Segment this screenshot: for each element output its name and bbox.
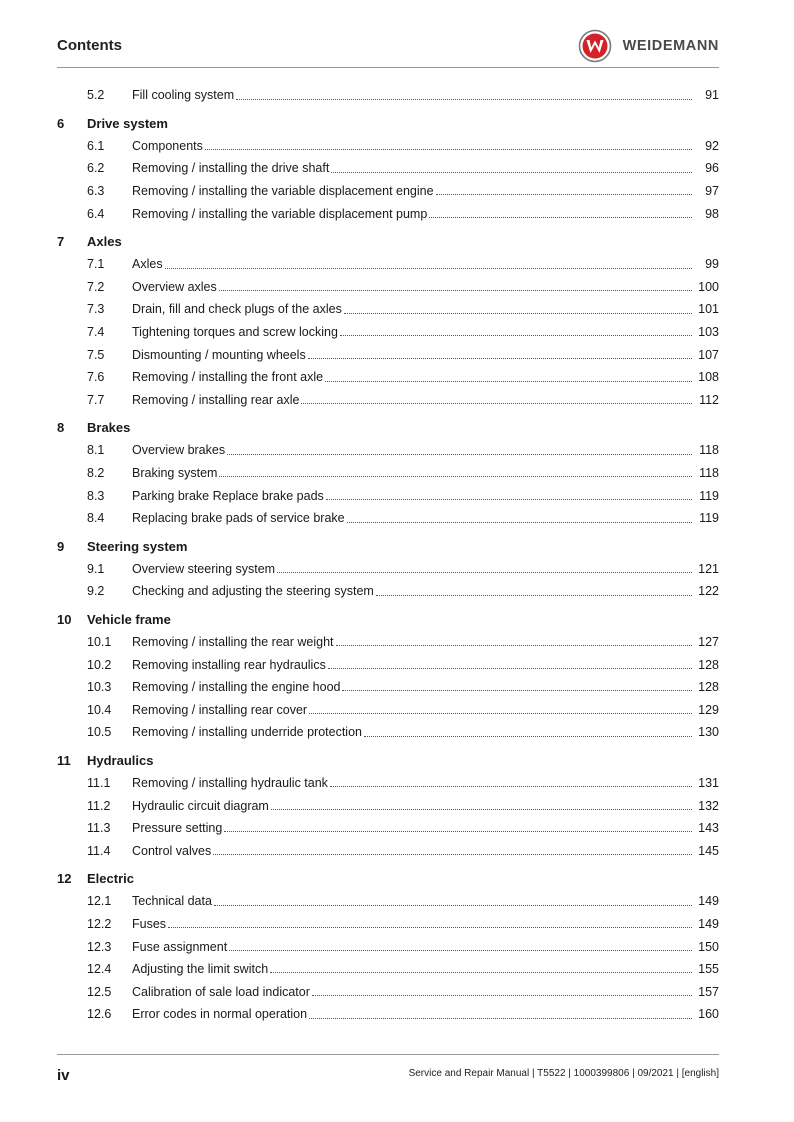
section-heading[interactable] [57, 230, 719, 253]
entry-number: 7.5 [87, 347, 105, 362]
entry-page-number: 103 [698, 325, 719, 340]
toc-entry[interactable] [57, 84, 719, 107]
entry-title: Removing installing rear hydraulics [132, 657, 326, 672]
dot-leader [213, 854, 692, 855]
entry-title: Calibration of sale load indicator [132, 984, 310, 999]
toc-section [57, 867, 719, 1026]
toc-entry[interactable] [57, 631, 719, 654]
entry-number: 6.1 [87, 138, 105, 153]
toc-entry[interactable] [57, 580, 719, 603]
entry-number: 11.4 [87, 843, 111, 858]
brand-logo [578, 30, 719, 62]
toc-entry[interactable] [57, 890, 719, 913]
dot-leader [312, 995, 692, 996]
dot-leader [271, 809, 692, 810]
entry-page-number: 119 [699, 511, 719, 526]
toc-entry[interactable] [57, 484, 719, 507]
toc-entry[interactable] [57, 507, 719, 530]
section-heading[interactable] [57, 416, 719, 439]
entry-title: Overview brakes [132, 443, 226, 458]
dot-leader [342, 690, 692, 691]
dot-leader [325, 381, 692, 382]
entry-page-number: 108 [698, 370, 719, 385]
toc-entry[interactable] [57, 653, 719, 676]
toc-entry[interactable] [57, 462, 719, 485]
section-number: 11 [57, 752, 71, 768]
entry-title: Removing / installing the rear weight [132, 634, 334, 649]
entry-page-number: 160 [698, 1007, 719, 1022]
entry-number: 7.6 [87, 370, 105, 385]
entry-title: Braking system [132, 466, 218, 481]
entry-number: 8.1 [87, 443, 105, 458]
section-title: Vehicle frame [87, 611, 171, 627]
toc-entry[interactable] [57, 180, 719, 203]
dot-leader [436, 194, 692, 195]
weidemann-w-logo-icon [578, 29, 612, 63]
toc-section [57, 608, 719, 744]
toc-section [57, 112, 719, 225]
brand-name: WEIDEMANN [622, 38, 719, 54]
manual-info: Service and Repair Manual | T5522 | 1000399806 | 09/2021 | [english] [408, 1068, 719, 1079]
entry-number: 6.2 [87, 161, 105, 176]
entry-title: Removing / installing the engine hood [132, 680, 341, 695]
section-number: 7 [57, 233, 65, 249]
dot-leader [328, 668, 692, 669]
toc-entry[interactable] [57, 253, 719, 276]
dot-leader [224, 831, 692, 832]
entry-page-number: 128 [698, 680, 719, 695]
section-title: Drive system [87, 115, 168, 131]
entry-number: 8.3 [87, 488, 105, 503]
entry-number: 5.2 [87, 88, 105, 103]
toc-entry[interactable] [57, 913, 719, 936]
toc-entry[interactable] [57, 321, 719, 344]
entry-page-number: 96 [705, 161, 719, 176]
page-header [57, 26, 719, 68]
section-title: Hydraulics [87, 752, 154, 768]
toc-entry[interactable] [57, 135, 719, 158]
entry-page-number: 98 [705, 206, 719, 221]
entry-number: 7.2 [87, 279, 105, 294]
entry-number: 12.6 [87, 1007, 112, 1022]
entry-number: 6.3 [87, 184, 105, 199]
section-title: Brakes [87, 420, 131, 436]
dot-leader [277, 572, 692, 573]
section-number: 12 [57, 871, 72, 887]
toc-entry[interactable] [57, 839, 719, 862]
entry-number: 12.2 [87, 916, 112, 931]
section-title: Axles [87, 233, 122, 249]
entry-number: 9.2 [87, 584, 105, 599]
entry-page-number: 149 [698, 894, 719, 909]
entry-page-number: 99 [705, 257, 719, 272]
entry-number: 12.3 [87, 939, 112, 954]
entry-title: Control valves [132, 843, 212, 858]
entry-page-number: 130 [698, 725, 719, 740]
entry-page-number: 131 [698, 775, 719, 790]
entry-title: Axles [132, 257, 163, 272]
toc-section [57, 416, 719, 529]
entry-title: Overview steering system [132, 561, 276, 576]
dot-leader [326, 499, 692, 500]
dot-leader [205, 149, 692, 150]
dot-leader [229, 950, 692, 951]
entry-title: Removing / installing the drive shaft [132, 161, 330, 176]
dot-leader [429, 217, 692, 218]
dot-leader [344, 313, 692, 314]
dot-leader [219, 290, 692, 291]
dot-leader [309, 1018, 692, 1019]
entry-title: Removing / installing rear cover [132, 702, 308, 717]
toc-section [57, 749, 719, 862]
toc-entry[interactable] [57, 698, 719, 721]
toc-entry[interactable] [57, 958, 719, 981]
page-footer [57, 1054, 719, 1084]
entry-page-number: 118 [699, 466, 719, 481]
entry-title: Removing / installing the front axle [132, 370, 324, 385]
entry-title: Components [132, 138, 203, 153]
toc-entry[interactable] [57, 202, 719, 225]
entry-number: 11.1 [87, 775, 111, 790]
dot-leader [336, 645, 693, 646]
toc-section [57, 230, 719, 411]
dot-leader [340, 335, 692, 336]
toc-section [57, 84, 719, 107]
entry-page-number: 112 [699, 392, 719, 407]
section-title: Steering system [87, 538, 188, 554]
toc-entry[interactable] [57, 276, 719, 299]
toc-entry[interactable] [57, 558, 719, 581]
toc-entry[interactable] [57, 817, 719, 840]
entry-number: 9.1 [87, 561, 105, 576]
entry-page-number: 150 [698, 939, 719, 954]
entry-number: 10.5 [87, 725, 112, 740]
entry-title: Removing / installing the variable displacement engine [132, 184, 434, 199]
entry-number: 12.4 [87, 962, 112, 977]
section-heading[interactable] [57, 112, 719, 135]
entry-page-number: 129 [698, 702, 719, 717]
dot-leader [270, 972, 692, 973]
entry-title: Drain, fill and check plugs of the axles [132, 302, 342, 317]
entry-title: Pressure setting [132, 821, 223, 836]
entry-page-number: 100 [698, 279, 719, 294]
entry-title: Replacing brake pads of service brake [132, 511, 345, 526]
entry-title: Parking brake Replace brake pads [132, 488, 324, 503]
entry-page-number: 155 [698, 962, 719, 977]
entry-page-number: 128 [698, 657, 719, 672]
toc-entry[interactable] [57, 298, 719, 321]
entry-number: 12.5 [87, 984, 112, 999]
toc-entry[interactable] [57, 366, 719, 389]
toc-entry[interactable] [57, 343, 719, 366]
entry-title: Removing / installing the variable displacement pump [132, 206, 428, 221]
entry-title: Removing / installing rear axle [132, 392, 300, 407]
section-heading[interactable] [57, 535, 719, 558]
entry-number: 10.1 [87, 634, 112, 649]
section-heading[interactable] [57, 749, 719, 772]
toc-entry[interactable] [57, 1003, 719, 1026]
toc-entry[interactable] [57, 676, 719, 699]
entry-number: 11.3 [87, 821, 111, 836]
entry-number: 7.4 [87, 325, 105, 340]
entry-page-number: 157 [698, 984, 719, 999]
entry-page-number: 127 [698, 634, 719, 649]
entry-number: 11.2 [87, 798, 111, 813]
entry-title: Tightening torques and screw locking [132, 325, 338, 340]
entry-number: 6.4 [87, 206, 105, 221]
dot-leader [301, 403, 692, 404]
entry-page-number: 122 [698, 584, 719, 599]
dot-leader [364, 736, 692, 737]
page-title: Contents [57, 37, 122, 54]
dot-leader [227, 454, 692, 455]
entry-number: 7.3 [87, 302, 105, 317]
entry-title: Removing / installing underride protection [132, 725, 362, 740]
entry-title: Technical data [132, 894, 212, 909]
entry-title: Fuses [132, 916, 167, 931]
entry-number: 7.1 [87, 257, 105, 272]
dot-leader [330, 786, 692, 787]
dot-leader [165, 268, 692, 269]
entry-number: 10.4 [87, 702, 112, 717]
toc-entry[interactable] [57, 439, 719, 462]
dot-leader [347, 522, 692, 523]
page-number: iv [57, 1067, 70, 1084]
entry-page-number: 92 [705, 138, 719, 153]
section-number: 10 [57, 611, 72, 627]
entry-title: Overview axles [132, 279, 217, 294]
toc-entry[interactable] [57, 721, 719, 744]
toc-entry[interactable] [57, 772, 719, 795]
dot-leader [309, 713, 692, 714]
entry-page-number: 143 [698, 821, 719, 836]
toc-section [57, 535, 719, 603]
entry-number: 7.7 [87, 392, 105, 407]
entry-number: 8.4 [87, 511, 105, 526]
toc-entry[interactable] [57, 935, 719, 958]
entry-number: 8.2 [87, 466, 105, 481]
entry-title: Removing / installing hydraulic tank [132, 775, 328, 790]
toc-entry[interactable] [57, 980, 719, 1003]
entry-title: Adjusting the limit switch [132, 962, 269, 977]
toc-entry[interactable] [57, 389, 719, 412]
dot-leader [376, 595, 692, 596]
dot-leader [168, 927, 692, 928]
dot-leader [219, 476, 692, 477]
entry-number: 10.3 [87, 680, 112, 695]
section-number: 6 [57, 115, 65, 131]
entry-page-number: 121 [698, 561, 719, 576]
entry-title: Fuse assignment [132, 939, 228, 954]
entry-title: Fill cooling system [132, 88, 235, 103]
section-heading[interactable] [57, 608, 719, 631]
entry-title: Checking and adjusting the steering system [132, 584, 374, 599]
toc-entry[interactable] [57, 157, 719, 180]
section-heading[interactable] [57, 867, 719, 890]
entry-page-number: 118 [699, 443, 719, 458]
table-of-contents [57, 84, 719, 1026]
entry-title: Dismounting / mounting wheels [132, 347, 306, 362]
entry-title: Error codes in normal operation [132, 1007, 308, 1022]
entry-number: 10.2 [87, 657, 112, 672]
dot-leader [331, 172, 692, 173]
entry-number: 12.1 [87, 894, 112, 909]
toc-entry[interactable] [57, 794, 719, 817]
entry-page-number: 107 [698, 347, 719, 362]
dot-leader [214, 905, 692, 906]
entry-page-number: 97 [705, 184, 719, 199]
section-title: Electric [87, 871, 134, 887]
entry-page-number: 119 [699, 488, 719, 503]
section-number: 9 [57, 538, 65, 554]
entry-page-number: 145 [698, 843, 719, 858]
entry-title: Hydraulic circuit diagram [132, 798, 269, 813]
dot-leader [236, 99, 692, 100]
entry-page-number: 101 [698, 302, 719, 317]
dot-leader [308, 358, 692, 359]
section-number: 8 [57, 420, 65, 436]
entry-page-number: 149 [698, 916, 719, 931]
entry-page-number: 91 [705, 88, 719, 103]
entry-page-number: 132 [698, 798, 719, 813]
